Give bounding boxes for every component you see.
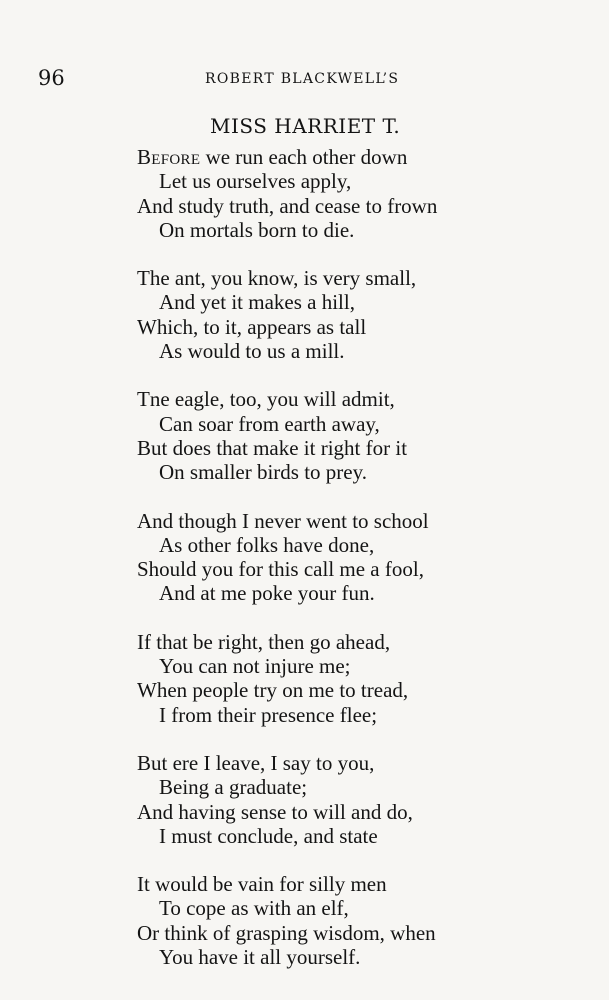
stanza — [137, 266, 577, 363]
poem-line: And having sense to will and do, — [137, 799, 413, 824]
poem-line: Or think of grasping wisdom, when — [137, 920, 436, 945]
stanza — [137, 145, 577, 242]
poem-line: As other folks have done, — [159, 532, 375, 557]
poem-line: Being a graduate; — [159, 775, 308, 800]
poem-line: Let us ourselves apply, — [159, 169, 352, 194]
poem-line: But ere I leave, I say to you, — [137, 750, 375, 775]
poem-line: Which, to it, appears as tall — [137, 314, 367, 339]
poem-line: And study truth, and cease to frown — [137, 193, 438, 218]
stanza — [137, 630, 577, 727]
poem-line: On smaller birds to prey. — [159, 460, 368, 485]
poem-line: As would to us a mill. — [159, 339, 345, 364]
poem-line: The ant, you know, is very small, — [137, 266, 417, 291]
poem-title: MISS HARRIET T. — [210, 114, 401, 138]
poem-line: On mortals born to die. — [159, 217, 355, 242]
poem-line: I must conclude, and state — [159, 823, 378, 848]
poem-line: And though I never went to school — [137, 508, 429, 533]
stanza — [137, 509, 577, 606]
poem-line — [137, 145, 577, 169]
poem-line: If that be right, then go ahead, — [137, 629, 391, 654]
poem-line: But does that make it right for it — [137, 435, 408, 460]
poem-line: Can soar from earth away, — [159, 411, 380, 436]
poem-line: When people try on me to tread, — [137, 678, 409, 703]
poem-line: Should you for this call me a fool, — [137, 557, 424, 582]
poem-line: I from their presence flee; — [159, 702, 378, 727]
page-number: 96 — [38, 66, 65, 90]
stanza — [137, 751, 577, 848]
first-line-rest: we run each other down — [200, 145, 408, 169]
running-head: ROBERT BLACKWELL’S — [205, 71, 400, 87]
poem-line: You can not injure me; — [159, 654, 351, 679]
poem-line: Tne eagle, too, you will admit, — [137, 387, 395, 412]
poem-line: You have it all yourself. — [159, 945, 361, 970]
poem-line: And at me poke your fun. — [159, 581, 375, 606]
poem-line: To cope as with an elf, — [159, 896, 349, 921]
first-word: Before — [137, 145, 201, 169]
stanza — [137, 872, 577, 969]
poem-body — [137, 145, 577, 993]
stanza — [137, 387, 577, 484]
poem-line: It would be vain for silly men — [137, 872, 387, 897]
poem-line: And yet it makes a hill, — [159, 290, 355, 315]
